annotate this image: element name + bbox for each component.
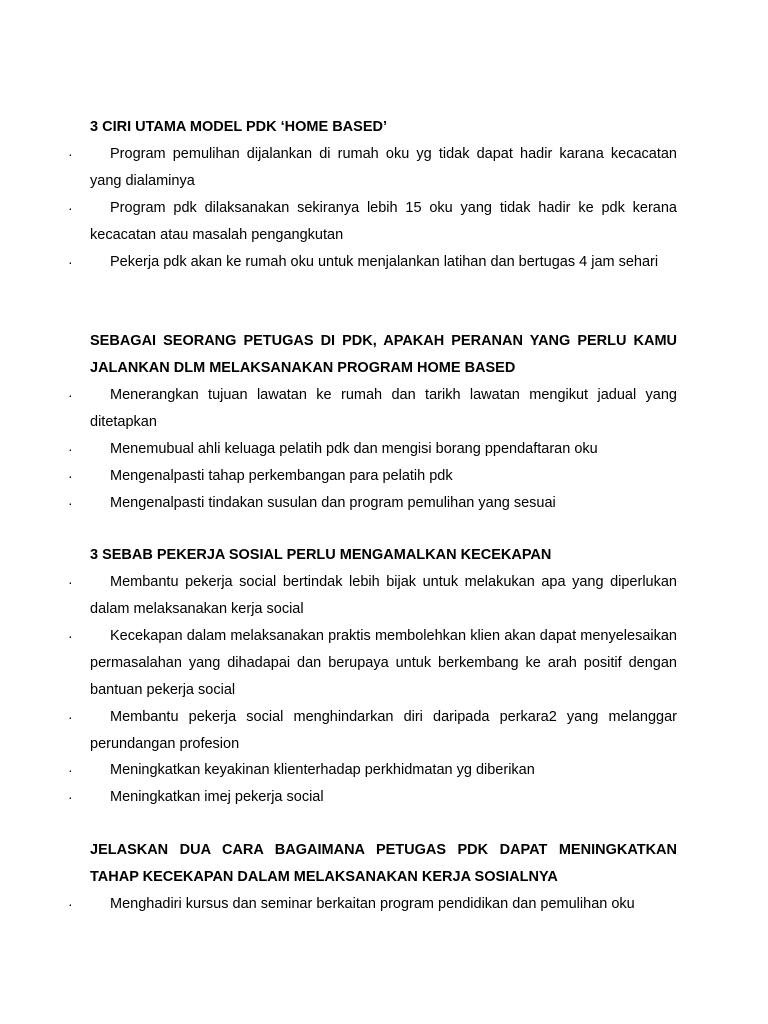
bullet-icon: · [68,146,73,162]
list-item-text: Membantu pekerja social menghindarkan diri daripada perkara2 yang melanggar perundangan profesion [90,709,677,752]
list-item [68,382,677,436]
list-item [68,891,677,918]
section-heading: 3 CIRI UTAMA MODEL PDK ‘HOME BASED’ [90,119,387,135]
section-heading: JELASKAN DUA CARA BAGAIMANA PETUGAS PDK DAPAT MENINGKATKAN TAHAP KECEKAPAN DALAM MELAKSANAKAN KERJA SOSIALNYA [90,842,677,885]
list-item [68,569,677,623]
list-item-text: Mengenalpasti tahap perkembangan para pelatih pdk [110,468,453,484]
list-item-text: Menerangkan tujuan lawatan ke rumah dan tarikh lawatan mengikut jadual yang ditetapkan [90,387,677,430]
bullet-icon: · [68,254,73,270]
list-item [68,757,677,784]
bullet-icon: · [68,628,73,644]
list-item-text: Meningkatkan keyakinan klienterhadap perkhidmatan yg diberikan [110,762,535,778]
bullet-icon: · [68,468,73,484]
list-item-text: Meningkatkan imej pekerja social [110,789,324,805]
bullet-icon: · [68,574,73,590]
list-item [68,784,677,811]
list-item [68,623,677,704]
bullet-icon: · [68,709,73,725]
bullet-icon: · [68,896,73,912]
bullet-icon: · [68,789,73,805]
list-item-text: Program pdk dilaksanakan sekiranya lebih 15 oku yang tidak hadir ke pdk kerana kecacatan atau masalah pengangkutan [90,200,677,243]
list-item [68,195,677,249]
list-item [68,436,677,463]
bullet-icon: · [68,387,73,403]
list-item-text: Program pemulihan dijalankan di rumah oku yg tidak dapat hadir karana kecacatan yang dialaminya [90,146,677,189]
bullet-icon: · [68,200,73,216]
list-item [68,249,677,276]
list-item [68,141,677,195]
list-item-text: Pekerja pdk akan ke rumah oku untuk menjalankan latihan dan bertugas 4 jam sehari [110,254,659,270]
section-heading: SEBAGAI SEORANG PETUGAS DI PDK, APAKAH PERANAN YANG PERLU KAMU JALANKAN DLM MELAKSANAKAN PROGRAM HOME BASED [90,333,677,376]
list-item-text: Kecekapan dalam melaksanakan praktis membolehkan klien akan dapat menyelesaikan permasalahan yang dihadapai dan berupaya untuk berkembang ke arah positif dengan bantuan pekerja social [90,628,677,698]
list-item-text: Menemubual ahli keluaga pelatih pdk dan mengisi borang ppendaftaran oku [110,441,598,457]
list-item [68,463,677,490]
list-item [68,490,677,517]
bullet-icon: · [68,762,73,778]
list-item-text: Mengenalpasti tindakan susulan dan program pemulihan yang sesuai [110,495,556,511]
bullet-icon: · [68,441,73,457]
list-item-text: Menghadiri kursus dan seminar berkaitan program pendidikan dan pemulihan oku [110,896,635,912]
section-heading: 3 SEBAB PEKERJA SOSIAL PERLU MENGAMALKAN KECEKAPAN [90,547,552,563]
list-item [68,704,677,758]
bullet-icon: · [68,495,73,511]
list-item-text: Membantu pekerja social bertindak lebih bijak untuk melakukan apa yang diperlukan dalam melaksanakan kerja social [90,574,677,617]
